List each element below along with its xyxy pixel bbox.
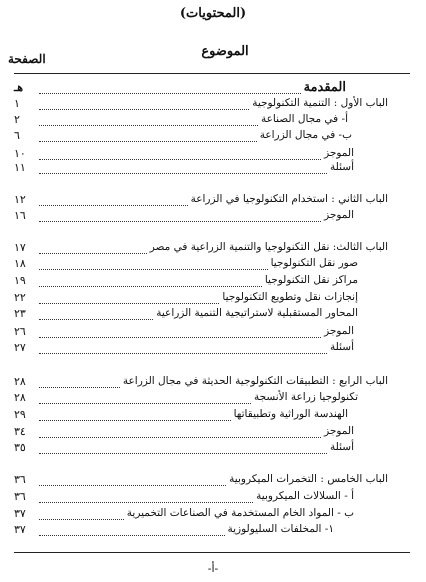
toc-entry-text: الباب الرابع : التطبيقات التكنولوجية الحديثة في مجال الزراعة [122,375,388,387]
toc-entry-page: ١٨ [14,256,26,270]
toc-entry-text: الموجز [324,209,354,221]
toc-entry-page: ٦ [14,128,20,142]
toc-leader [39,274,262,287]
toc-entry-page: ٣٦ [14,489,26,503]
toc-entry [14,340,410,354]
toc-entry-page: ٢٨ [14,374,26,388]
header-rule [14,73,410,74]
toc-entry [14,160,410,174]
page-title: (المحتويات) [179,6,247,21]
toc-entry [14,306,410,320]
toc-entry [14,112,410,126]
toc-entry-text: الموجز [324,325,354,337]
toc-leader [39,375,120,388]
toc-entry [14,273,410,287]
toc-entry-page: ٢٧ [14,340,26,354]
toc-entry [14,374,410,388]
toc-entry-text: إنجازات نقل وتطويع التكنولوجيا [222,291,358,303]
toc-entry-text: أسئلة [330,441,354,453]
toc-entry [14,390,410,404]
topic-column-header: الموضوع [201,44,249,59]
toc-leader [39,473,226,486]
toc-entry [14,472,410,486]
toc-leader [39,325,321,338]
toc-entry-text: تكنولوجيا زراعة الأنسجة [253,391,358,403]
toc-entry-text: صور نقل التكنولوجيا [270,257,358,269]
toc-leader [39,441,327,454]
toc-leader [39,307,153,320]
page-number-footer: -أ- [207,562,219,575]
toc-entry [14,489,410,503]
toc-entry-text: المقدمة [303,79,346,95]
toc-entry [14,256,410,270]
toc-entry [14,506,410,520]
toc-leader [39,81,301,94]
toc-entry-page: ٣٤ [14,424,26,438]
toc-entry [14,290,410,304]
toc-entry-text: ب- في مجال الزراعة [259,129,352,141]
toc-entry-page: ١٩ [14,273,26,287]
footer-rule [14,552,410,553]
toc-leader [39,129,257,142]
toc-entry [14,128,410,142]
toc-entry [14,240,410,254]
toc-leader [39,113,258,126]
toc-entry-page: ٢٩ [14,407,26,421]
toc-entry-text: ب - المواد الخام المستخدمة في الصناعات التخميرية [126,507,354,519]
toc-entry [14,324,410,338]
toc-entry [14,407,410,421]
toc-leader [39,490,253,503]
toc-entry-page: هـ [14,80,24,94]
toc-entry-text: الموجز [324,147,354,159]
toc-entry [14,424,410,438]
toc-entry-page: ١٧ [14,240,26,254]
toc-entry [14,208,410,222]
toc-leader [39,391,251,404]
toc-entry-page: ٣٧ [14,506,26,520]
toc-entry-page: ٢٦ [14,324,26,338]
page-column-header: الصفحة [8,52,46,66]
toc-leader [39,257,268,270]
toc-entry-page: ١٠ [14,146,26,160]
toc-entry-page: ٢٨ [14,390,26,404]
toc-entry-page: ٢ [14,112,20,126]
toc-entry [14,440,410,454]
toc-entry-text: الهندسة الوراثية وتطبيقاتها [233,408,348,420]
toc-leader [39,341,327,354]
toc-leader [39,523,225,536]
toc-entry-text: ١- المخلفات السليولوزية [227,523,334,535]
toc-entry [14,146,410,160]
toc-leader [39,425,321,438]
toc-entry-page: ١٢ [14,192,26,206]
toc-entry-page: ٣٥ [14,440,26,454]
toc-leader [39,97,249,110]
toc-entry-page: ١١ [14,160,26,174]
toc-entry-text: أ- في مجال الصناعة [261,113,348,125]
toc-leader [39,147,321,160]
toc-entry-text: الباب الثاني : استخدام التكنولوجيا في الزراعة [190,193,388,205]
toc-entry-text: أ - السلالات الميكروبية [256,490,354,502]
toc-entry [14,522,410,536]
toc-leader [39,209,321,222]
toc-entry [14,96,410,110]
toc-entry-page: ٢٢ [14,290,26,304]
toc-entry-text: الباب الخامس : التخمرات الميكروبية [229,473,388,485]
toc-entry [14,192,410,206]
toc-entry-page: ٣٦ [14,472,26,486]
toc-entry-text: الباب الأول : التنمية التكنولوجية [252,97,388,109]
toc-entry-text: الموجز [324,425,354,437]
toc-leader [39,507,124,520]
toc-entry-text: مراكز نقل التكنولوجيا [264,274,358,286]
toc-entry-text: أسئلة [330,341,354,353]
toc-entry-text: المحاور المستقبلية لاستراتيجية التنمية الزراعية [156,307,358,319]
toc-leader [39,193,188,206]
toc-leader [39,291,219,304]
toc-leader [39,408,231,421]
toc-entry-page: ٢٣ [14,306,26,320]
toc-entry [14,80,410,94]
toc-entry-page: ١ [14,96,20,110]
toc-entry-text: أسئلة [330,161,354,173]
toc-entry-page: ٣٧ [14,522,26,536]
toc-entry-page: ١٦ [14,208,26,222]
toc-leader [39,241,147,254]
toc-leader [39,161,327,174]
toc-entry-text: الباب الثالث: نقل التكنولوجيا والتنمية الزراعية في مصر [149,241,388,253]
